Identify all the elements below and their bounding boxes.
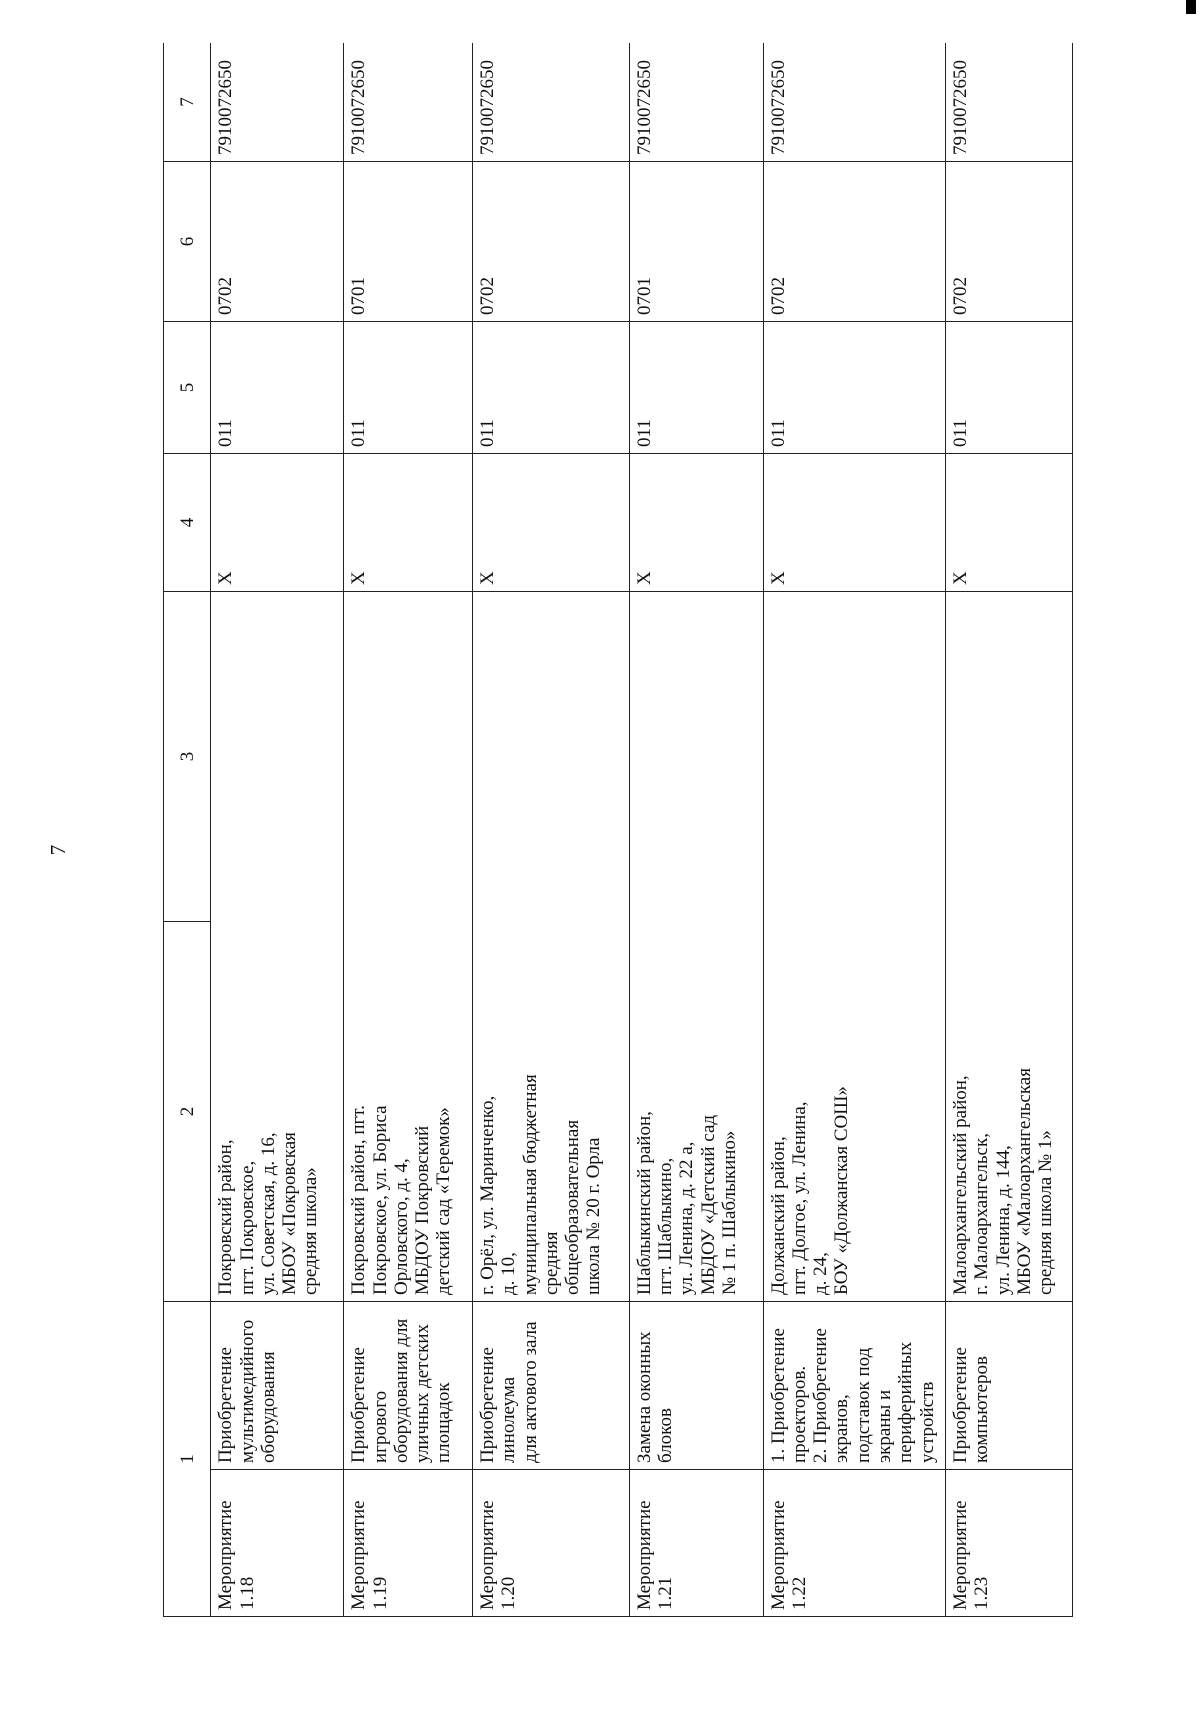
address-cell: Малоархангельский район, г. Малоархангельск, ул. Ленина, д. 144, МБОУ «Малоархангельская средняя школа № 1» (946, 592, 1073, 1302)
measure-id-cell: Мероприятие 1.20 (473, 1470, 630, 1617)
column-5-cell: 0702 (763, 162, 946, 322)
column-number-7: 7 (164, 43, 211, 162)
table-container (163, 43, 1073, 1617)
rotated-table (163, 43, 1073, 1617)
table-row (344, 43, 473, 1617)
column-6-cell: 7910072650 (344, 43, 473, 162)
address-cell: Покровский район, пгт. Покровское, ул. Советская, д. 16, МБОУ «Покровская средняя школа» (211, 592, 344, 1302)
column-6-cell: 7910072650 (473, 43, 630, 162)
column-number-3: 3 (164, 592, 211, 922)
column-5-cell: 0702 (946, 162, 1073, 322)
column-4-cell: 011 (344, 322, 473, 454)
measure-id-cell: Мероприятие 1.21 (629, 1470, 763, 1617)
table-row (763, 43, 946, 1617)
table-row (211, 43, 344, 1617)
column-3-cell: X (344, 454, 473, 592)
column-5-cell: 0702 (211, 162, 344, 322)
table-row (629, 43, 763, 1617)
table-row (473, 43, 630, 1617)
column-5-cell: 0701 (344, 162, 473, 322)
column-3-cell: X (473, 454, 630, 592)
measure-id-cell: Мероприятие 1.18 (211, 1470, 344, 1617)
measure-name-cell: Замена оконных блоков (629, 1302, 763, 1470)
page-number: 7 (46, 844, 70, 856)
column-5-cell: 0701 (629, 162, 763, 322)
column-number-6: 6 (164, 162, 211, 322)
measures-table (163, 43, 1073, 1617)
column-number-5: 5 (164, 322, 211, 454)
column-4-cell: 011 (473, 322, 630, 454)
scan-corner-mark (1186, 0, 1196, 14)
column-3-cell: X (211, 454, 344, 592)
column-number-2: 2 (164, 922, 211, 1302)
column-6-cell: 7910072650 (211, 43, 344, 162)
table-row (946, 43, 1073, 1617)
column-number-1: 1 (164, 1302, 211, 1617)
measure-name-cell: Приобретение линолеума для актового зала (473, 1302, 630, 1470)
measure-name-cell: Приобретение компьютеров (946, 1302, 1073, 1470)
column-6-cell: 7910072650 (946, 43, 1073, 162)
address-cell: Шаблыкинский район, пгт. Шаблыкино, ул. Ленина, д. 22 а, МБДОУ «Детский сад № 1 п. Шаблыкино» (629, 592, 763, 1302)
measure-name-cell: 1. Приобретение проекторов. 2. Приобретение экранов, подставок под экраны и периферийных устройств (763, 1302, 946, 1470)
column-6-cell: 7910072650 (763, 43, 946, 162)
address-cell: Должанский район, пгт. Долгое, ул. Ленина, д. 24, БОУ «Должанская СОШ» (763, 592, 946, 1302)
column-4-cell: 011 (763, 322, 946, 454)
column-5-cell: 0702 (473, 162, 630, 322)
column-3-cell: X (763, 454, 946, 592)
column-4-cell: 011 (946, 322, 1073, 454)
column-number-row (164, 43, 211, 1617)
column-4-cell: 011 (629, 322, 763, 454)
measure-name-cell: Приобретение игрового оборудования для уличных детских площадок (344, 1302, 473, 1470)
measure-name-cell: Приобретение мультимедийного оборудования (211, 1302, 344, 1470)
address-cell: г. Орёл, ул. Маринченко, д. 10, муниципальная бюджетная средняя общеобразовательная школа № 20 г. Орла (473, 592, 630, 1302)
address-cell: Покровский район, пгт. Покровское, ул. Бориса Орловского, д. 4, МБДОУ Покровский детский сад «Теремок» (344, 592, 473, 1302)
column-number-4: 4 (164, 454, 211, 592)
column-3-cell: X (629, 454, 763, 592)
measure-id-cell: Мероприятие 1.23 (946, 1470, 1073, 1617)
column-3-cell: X (946, 454, 1073, 592)
column-4-cell: 011 (211, 322, 344, 454)
measure-id-cell: Мероприятие 1.19 (344, 1470, 473, 1617)
measure-id-cell: Мероприятие 1.22 (763, 1470, 946, 1617)
column-6-cell: 7910072650 (629, 43, 763, 162)
